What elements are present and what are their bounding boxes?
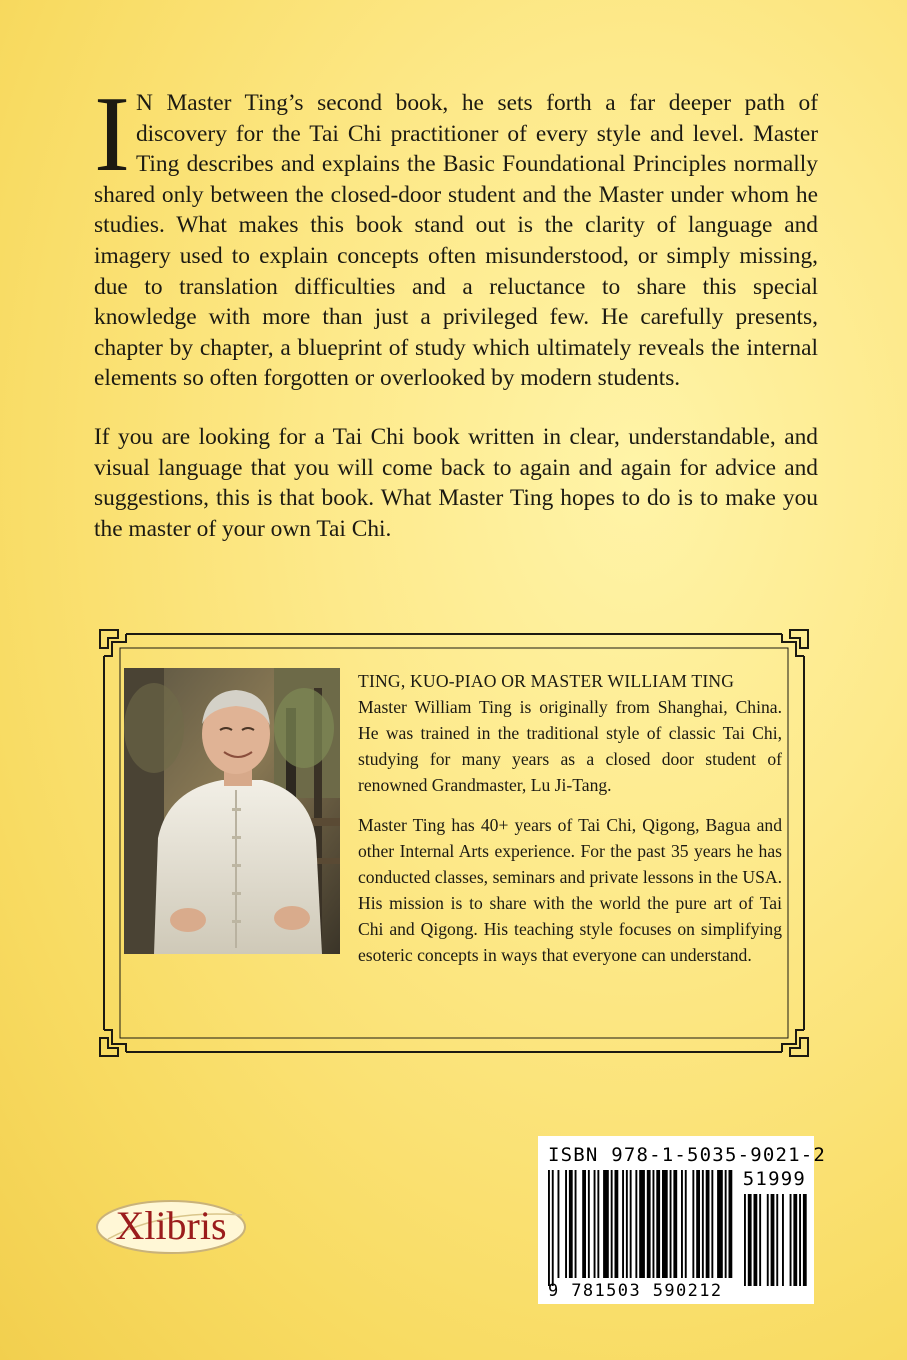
bio-paragraph-2: Master Ting has 40+ years of Tai Chi, Qigong, Bagua and other Internal Arts experience. For the past 35 years he has conducted classes, seminars and private lessons in the USA. His mission is to share with the world the pure art of Tai Chi and Qigong. His teaching style focuses on simplifying esoteric concepts in ways that everyone can understand. [358,815,782,965]
drop-cap: I [94,75,130,194]
isbn-barcode [538,1136,827,1304]
cover-blurb [94,75,818,544]
blurb-paragraph-1 [94,75,818,394]
photo-placeholder-space [124,668,340,962]
bio-paragraph-1: Master William Ting is originally from Shanghai, China. He was trained in the traditional style of classic Tai Chi, studying for many years as a closed door student of renowned Grandmaster, Lu Ji-Tang. [358,697,782,795]
isbn-label: ISBN 978-1-5035-9021-2 [548,1144,827,1166]
author-name-heading: TING, KUO-PIAO OR MASTER WILLIAM TING [358,671,735,691]
barcode-bars [538,1136,814,1304]
ean-digits: 9 781503 590212 [548,1281,723,1301]
publisher-logo-text: Xlibris [115,1203,227,1248]
blurb-paragraph-1-text: N Master Ting’s second book, he sets forth a far deeper path of discovery for the Tai Chi practitioner of every style and level. Master Ting describes and explains the Basic Foundational Principles normally shared only between the closed-door student and the Master under whom he studies. What makes this book stand out is the clarity of language and imagery used to explain concepts often misunderstood, or simply missing, due to translation difficulties and a reluctance to share this special knowledge with more than just a privileged few. He carefully presents, chapter by chapter, a blueprint of study which ultimately reveals the internal elements so often forgotten or overlooked by modern students. [94,90,818,392]
author-bio-box [98,628,810,1058]
blurb-paragraph-2: If you are looking for a Tai Chi book written in clear, understandable, and visual language that you will come back to again and again for advice and suggestions, this is that book. What Master Ting hopes to do is to make you the master of your own Tai Chi. [94,423,818,542]
price-code: 51999 [742,1168,806,1190]
author-bio [124,668,782,968]
publisher-logo [94,1195,248,1257]
